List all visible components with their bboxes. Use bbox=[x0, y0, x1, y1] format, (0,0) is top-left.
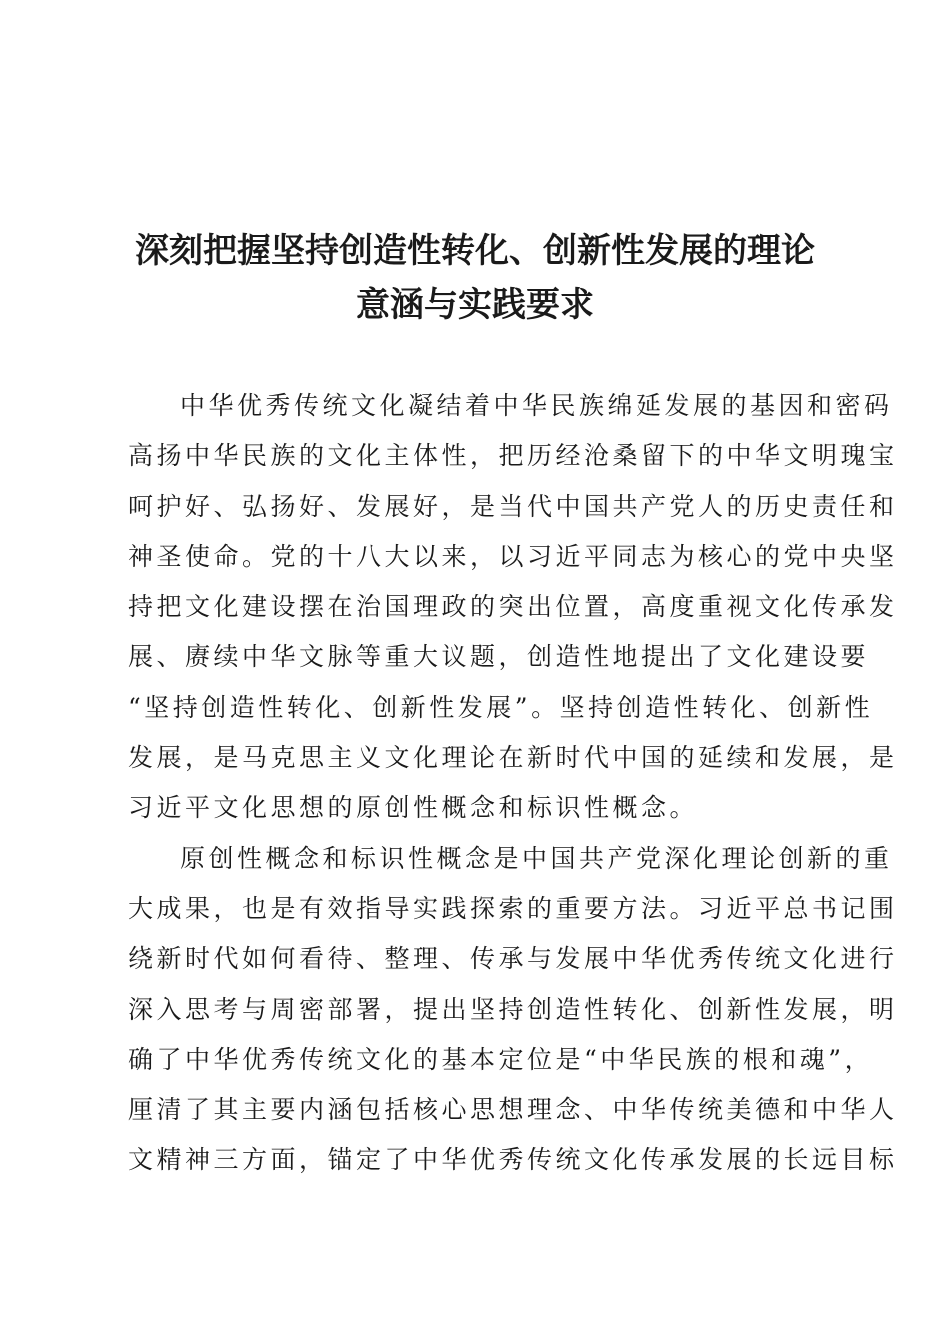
paragraph-line: 确了中华优秀传统文化的基本定位是“中华民族的根和魂”， bbox=[128, 1044, 874, 1074]
paragraph-line: 发展，是马克思主义文化理论在新时代中国的延续和发展，是 bbox=[128, 743, 898, 773]
title-line-2: 意涵与实践要求 bbox=[356, 285, 594, 325]
paragraph-line: 高扬中华民族的文化主体性，把历经沧桑留下的中华文明瑰宝 bbox=[128, 441, 898, 471]
paragraph-1 bbox=[128, 381, 898, 834]
paragraph-line: 绕新时代如何看待、整理、传承与发展中华优秀传统文化进行 bbox=[128, 944, 898, 974]
paragraph-2 bbox=[128, 834, 898, 1186]
paragraph-line: 中华优秀传统文化凝结着中华民族绵延发展的基因和密码 bbox=[180, 391, 893, 420]
document-body bbox=[128, 381, 898, 1186]
title-line-1: 深刻把握坚持创造性转化、创新性发展的理论 bbox=[135, 231, 815, 271]
paragraph-line: 大成果，也是有效指导实践探索的重要方法。习近平总书记围 bbox=[128, 893, 898, 923]
paragraph-line: 习近平文化思想的原创性概念和标识性概念。 bbox=[128, 793, 699, 823]
paragraph-line: “坚持创造性转化、创新性发展”。坚持创造性转化、创新性 bbox=[128, 692, 874, 722]
paragraph-line: 文精神三方面，锚定了中华优秀传统文化传承发展的长远目标 bbox=[128, 1145, 898, 1175]
paragraph-line: 原创性概念和标识性概念是中国共产党深化理论创新的重 bbox=[180, 843, 893, 873]
paragraph-line: 持把文化建设摆在治国理政的突出位置，高度重视文化传承发 bbox=[128, 592, 898, 622]
paragraph-line: 厘清了其主要内涵包括核心思想理念、中华传统美德和中华人 bbox=[128, 1095, 898, 1125]
paragraph-line: 呵护好、弘扬好、发展好，是当代中国共产党人的历史责任和 bbox=[128, 491, 898, 521]
paragraph-line: 神圣使命。党的十八大以来，以习近平同志为核心的党中央坚 bbox=[128, 541, 898, 571]
paragraph-line: 深入思考与周密部署，提出坚持创造性转化、创新性发展，明 bbox=[128, 994, 898, 1024]
paragraph-line: 展、赓续中华文脉等重大议题，创造性地提出了文化建设要 bbox=[128, 642, 870, 672]
document-title bbox=[100, 224, 850, 332]
